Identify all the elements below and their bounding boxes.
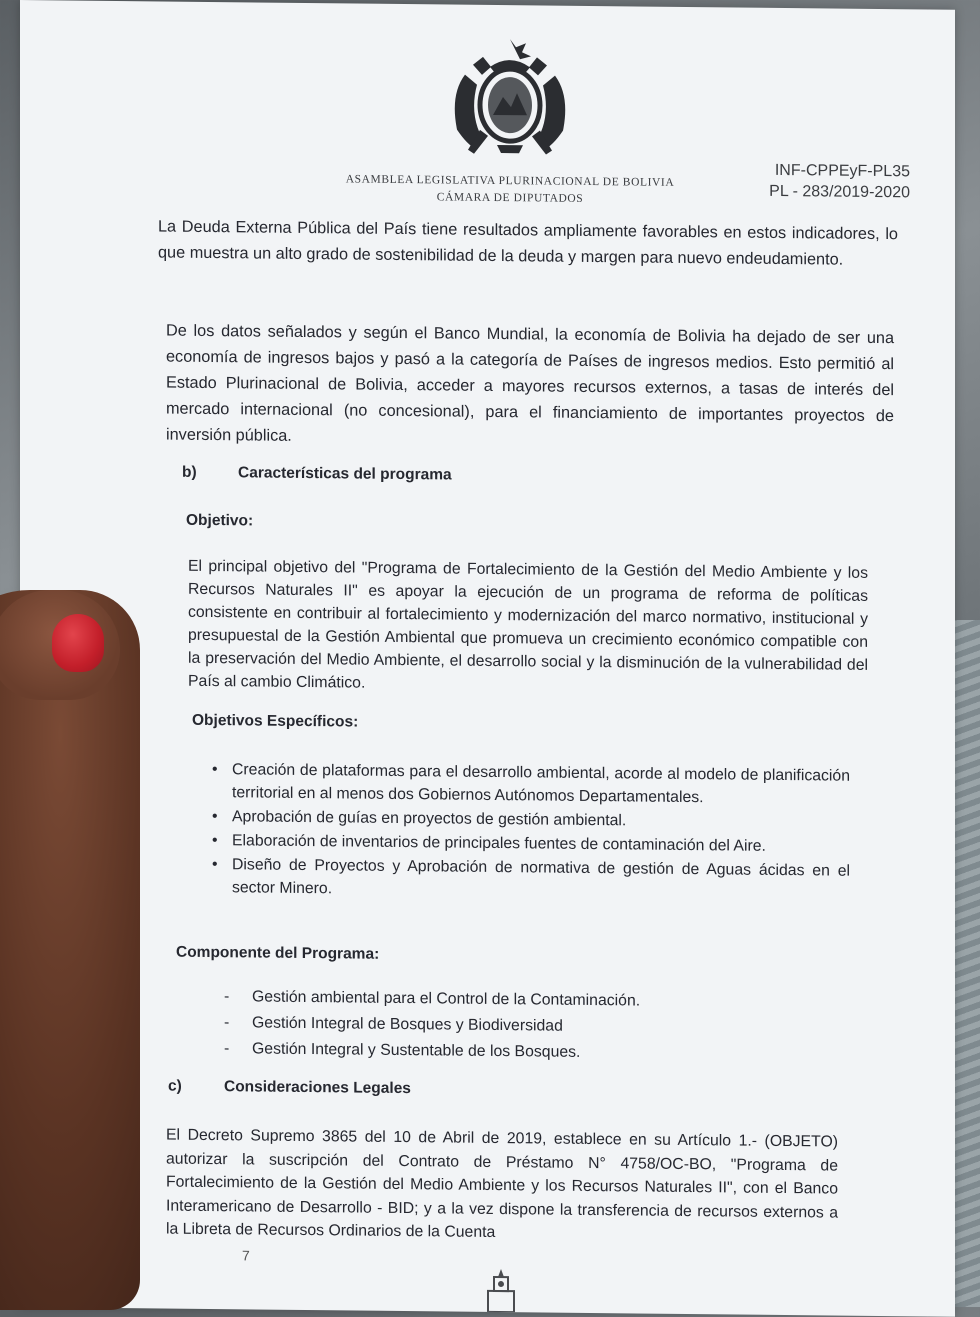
list-item: • Diseño de Proyectos y Aprobación de normativa de gestión de Aguas ácidas en el sector Minero. bbox=[212, 856, 850, 898]
list-item: - Gestión ambiental para el Control de la Contaminación. bbox=[224, 988, 641, 1010]
list-item: • Creación de plataformas para el desarrollo ambiental, acorde al modelo de planificación territorial en al menos dos Gobiernos Autónomos Departamentales. bbox=[212, 761, 850, 807]
building-emblem-icon bbox=[482, 1267, 520, 1312]
intro-paragraph: La Deuda Externa Pública del País tiene resultados ampliamente favorables en estos indicadores, lo que muestra un alto grado de sostenibilidad de la deuda y margen para nuevo endeudamiento. bbox=[158, 217, 898, 269]
list-item: - Gestión Integral de Bosques y Biodiversidad bbox=[224, 1014, 563, 1035]
page-mark: 7 bbox=[242, 1247, 250, 1264]
component-heading: Componente del Programa: bbox=[176, 943, 380, 963]
section-c-title: Consideraciones Legales bbox=[224, 1078, 411, 1098]
document-page bbox=[20, 0, 955, 1317]
specific-objectives-list bbox=[210, 758, 850, 907]
list-item: • Elaboración de inventarios de principales fuentes de contaminación del Aire. bbox=[212, 832, 766, 855]
list-item: - Gestión Integral y Sustentable de los Bosques. bbox=[224, 1040, 581, 1061]
section-c-heading bbox=[168, 1078, 411, 1099]
objective-paragraph: El principal objetivo del "Programa de Fortalecimiento de la Gestión del Medio Ambiente y los Recursos Naturales II" es apoyar la ejecución de un programa de reforma de políticas consistente en contribuir al fortalecimiento y modernización del marco normativo, institucional y presupuestal de la Gestión Ambiental que promueva un crecimiento económico compatible con la preservación del Medio Ambiente, el desarrollo social y la disminución de la vulnerabilidad del País al cambio Climático. bbox=[188, 557, 868, 692]
specific-objectives-heading: Objetivos Específicos: bbox=[192, 711, 359, 731]
section-c-label: c) bbox=[168, 1077, 182, 1095]
painted-nail-image bbox=[52, 614, 104, 672]
objective-heading: Objetivo: bbox=[186, 511, 254, 530]
institution-name: ASAMBLEA LEGISLATIVA PLURINACIONAL DE BOLIVIA bbox=[345, 173, 675, 189]
list-item: • Aprobación de guías en proyectos de gestión ambiental. bbox=[212, 808, 627, 830]
section-b-title: Características del programa bbox=[238, 464, 452, 484]
legal-paragraph: El Decreto Supremo 3865 del 10 de Abril de 2019, establece en su Artículo 1.- (OBJETO) autorizar la suscripción del Contrato de Préstamo N° 4758/OC-BO, "Programa de Fortalecimiento de la Gestión del Medio Ambiente y los Recursos Naturales II", con el Banco Interamericano de Desarrollo - BID; y a la vez dispone la transferencia de recursos externos a la Libreta de Recursos Ordinarios de la Cuenta bbox=[166, 1126, 838, 1241]
institution-header bbox=[340, 171, 680, 209]
reference-codes bbox=[720, 159, 910, 203]
bill-code: PL - 283/2019-2020 bbox=[769, 182, 910, 202]
section-b-heading bbox=[182, 464, 452, 485]
component-list bbox=[224, 984, 704, 1067]
economy-paragraph: De los datos señalados y según el Banco Mundial, la economía de Bolivia ha dejado de ser una economía de ingresos bajos y pasó a la categoría de Países de ingresos medios. Esto permitió al Estado Plurinacional de Bolivia, acceder a mayores recursos externos, a tasas de interés del mercado internacional (no concesional), para el financiamiento de importantes proyectos de inversión pública. bbox=[166, 321, 894, 445]
chamber-name: CÁMARA DE DIPUTADOS bbox=[436, 191, 584, 205]
coat-of-arms-icon bbox=[445, 34, 575, 160]
section-b-label: b) bbox=[182, 463, 197, 481]
report-code: INF-CPPEyF-PL35 bbox=[774, 161, 910, 181]
